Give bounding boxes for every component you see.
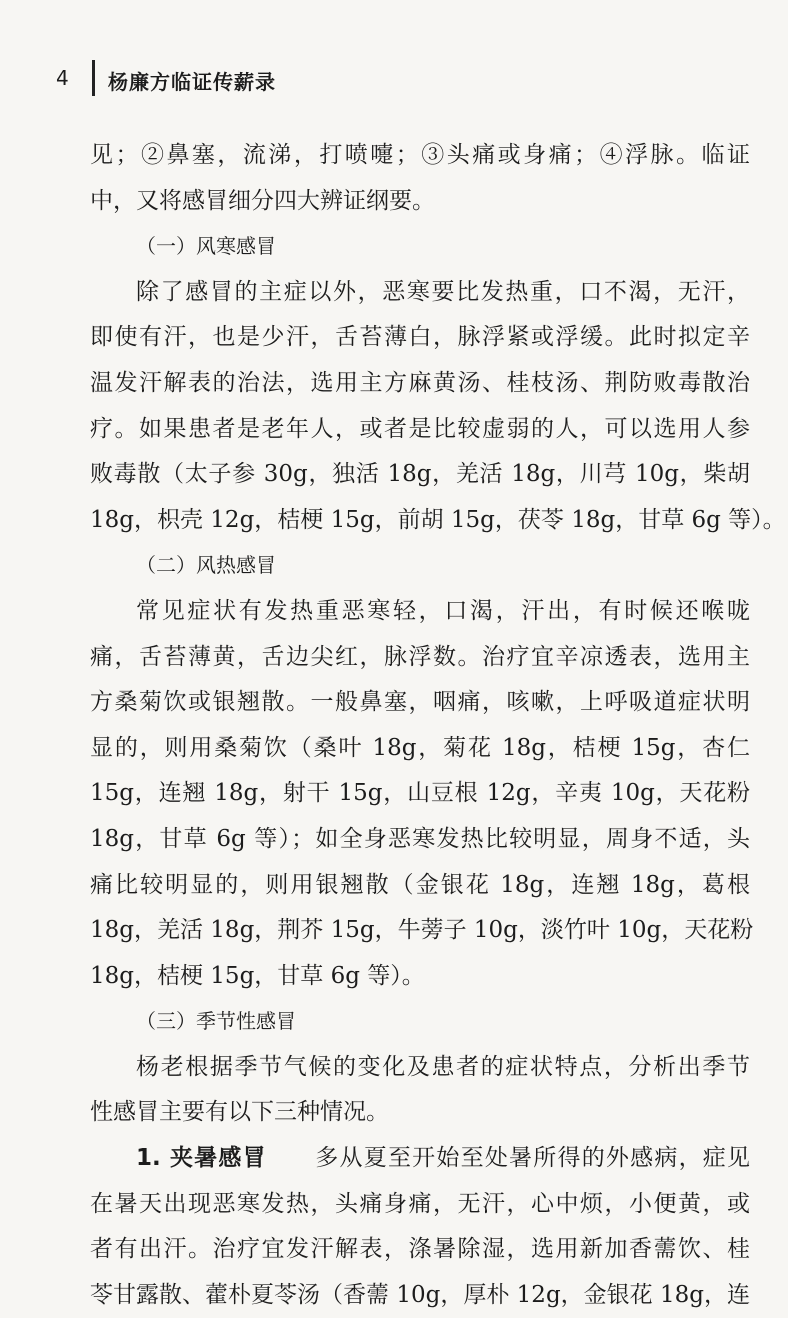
- header-divider: [92, 60, 95, 96]
- subheading-summer-cold: 1. 夹暑感冒: [136, 1145, 267, 1172]
- text-line: 温发汗解表的治法，选用主方麻黄汤、桂枝汤、荆防败毒散治: [90, 369, 750, 396]
- text-line: 见；②鼻塞，流涕，打喷嚏；③头痛或身痛；④浮脉。临证: [90, 142, 750, 168]
- text-line: 苓甘露散、藿朴夏苓汤（香薷 10g，厚朴 12g，金银花 18g，连: [90, 1281, 750, 1308]
- text-line: 中，又将感冒细分四大辨证纲要。: [90, 187, 435, 214]
- text-line: 18g，桔梗 15g，甘草 6g 等）。: [90, 962, 425, 989]
- text-line: 方桑菊饮或银翘散。一般鼻塞，咽痛，咳嗽，上呼吸道症状明: [90, 689, 750, 716]
- text-line: 痛比较明显的，则用银翘散（金银花 18g，连翘 18g，葛根: [90, 871, 750, 898]
- text-line: 败毒散（太子参 30g，独活 18g，羌活 18g，川芎 10g，柴胡: [90, 461, 751, 488]
- body-text: [90, 133, 786, 1318]
- text-line: 18g，甘草 6g 等）；如全身恶寒发热比较明显，周身不适，头: [90, 825, 750, 852]
- text-line: 18g，羌活 18g，荆芥 15g，牛蒡子 10g，淡竹叶 10g，天花粉: [90, 917, 754, 944]
- text-line: 者有出汗。治疗宜发汗解表，涤暑除湿，选用新加香薷饮、桂: [90, 1236, 750, 1263]
- book-title: 杨廉方临证传薪录: [108, 70, 276, 94]
- paragraph-start: 除了感冒的主症以外，恶寒要比发热重，口不渴，无汗，: [136, 278, 750, 305]
- text-line: 疗。如果患者是老年人，或者是比较虚弱的人，可以选用人参: [90, 415, 750, 442]
- section-heading-wind-cold: （一）风寒感冒: [136, 234, 276, 259]
- text-line: 性感冒主要有以下三种情况。: [90, 1099, 389, 1126]
- section-heading-wind-heat: （二）风热感冒: [136, 553, 276, 578]
- paragraph-start: [90, 1136, 750, 1182]
- subheading-text: 多从夏至开始至处暑所得的外感病，症见: [315, 1145, 750, 1172]
- text-line: 显的，则用桑菊饮（桑叶 18g，菊花 18g，桔梗 15g，杏仁: [90, 734, 750, 761]
- text-line: 18g，枳壳 12g，桔梗 15g，前胡 15g，茯苓 18g，甘草 6g 等）。: [90, 506, 786, 533]
- page-number: 4: [56, 66, 69, 90]
- text-line: 在暑天出现恶寒发热，头痛身痛，无汗，心中烦，小便黄，或: [90, 1190, 750, 1217]
- paragraph-start: 常见症状有发热重恶寒轻，口渴，汗出，有时候还喉咙: [136, 597, 750, 624]
- text-line: 痛，舌苔薄黄，舌边尖红，脉浮数。治疗宜辛凉透表，选用主: [90, 643, 750, 670]
- page-header: [0, 60, 788, 100]
- text-line: 即使有汗，也是少汗，舌苔薄白，脉浮紧或浮缓。此时拟定辛: [90, 324, 750, 351]
- section-heading-seasonal: （三）季节性感冒: [136, 1009, 296, 1034]
- text-line: 15g，连翘 18g，射干 15g，山豆根 12g，辛夷 10g，天花粉: [90, 780, 750, 807]
- paragraph-start: 杨老根据季节气候的变化及患者的症状特点，分析出季节: [136, 1053, 750, 1080]
